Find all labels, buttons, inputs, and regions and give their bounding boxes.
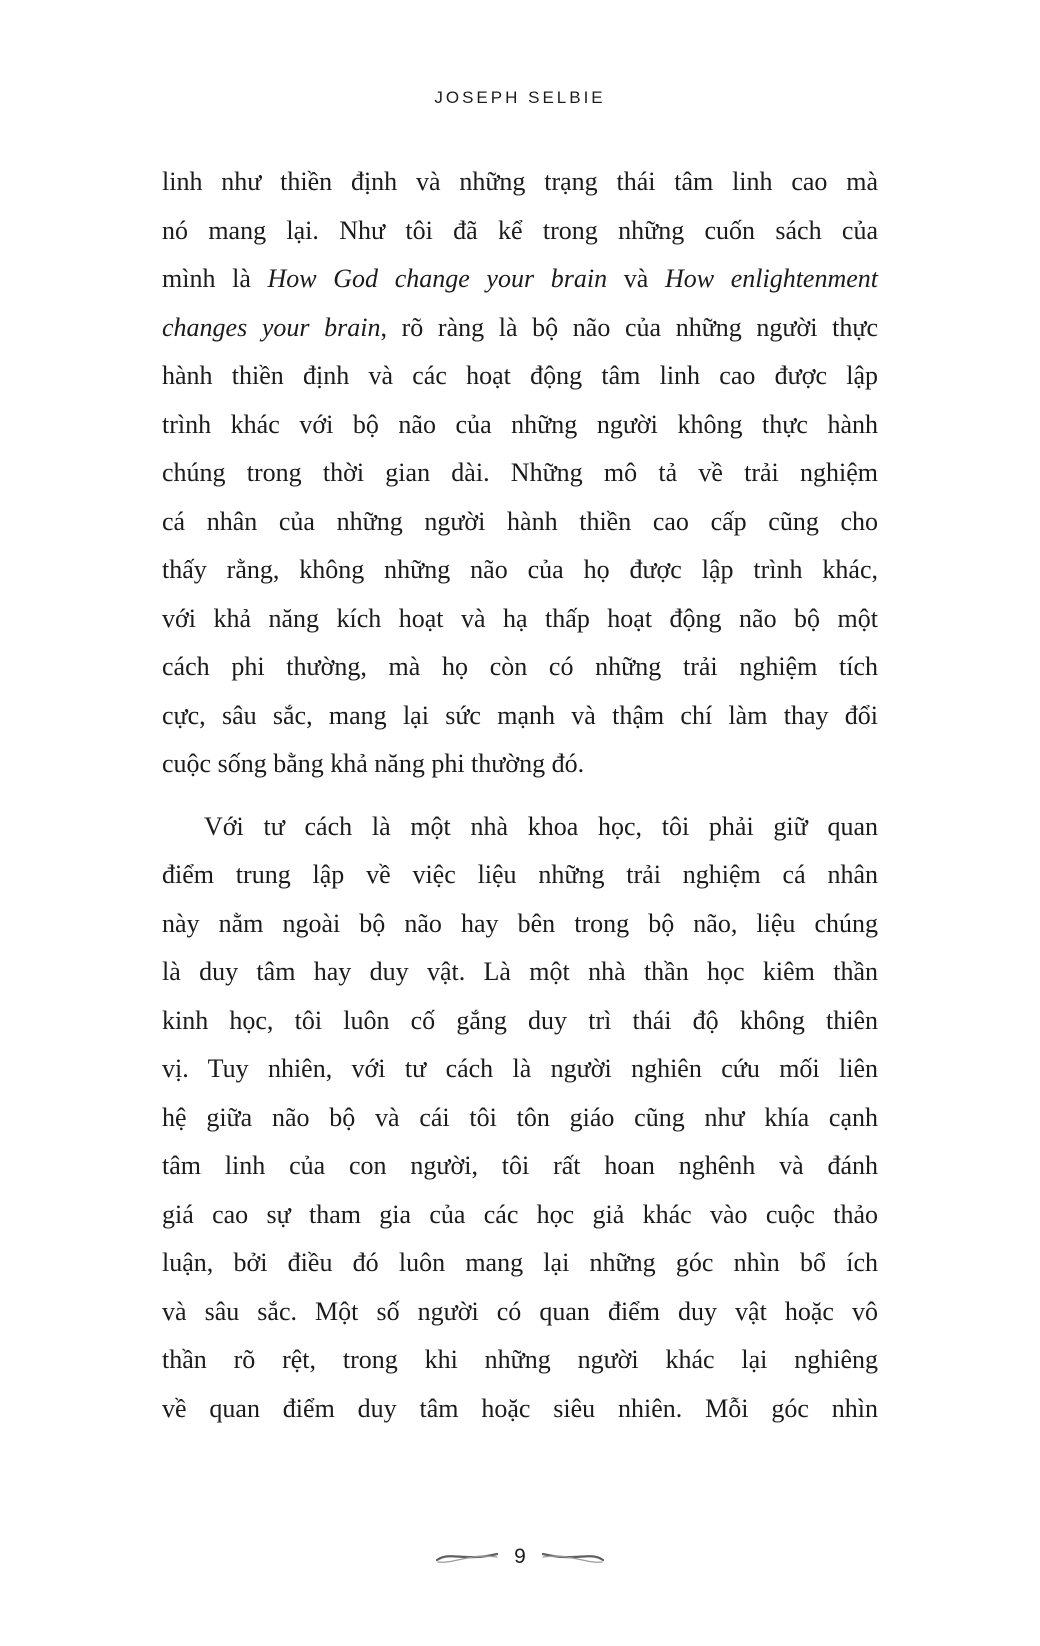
text-segment: , rõ ràng là bộ não của những người thực xyxy=(380,312,878,342)
text-line xyxy=(162,851,878,900)
text-segment: mình là xyxy=(162,264,268,293)
text-segment: về quan điểm duy tâm hoặc siêu nhiên. Mỗi góc nhìn xyxy=(162,1393,878,1423)
text-line xyxy=(162,158,878,207)
text-segment: điểm trung lập về việc liệu những trải nghiệm cá nhân xyxy=(162,860,878,889)
text-line xyxy=(162,1385,878,1434)
text-line xyxy=(162,900,878,949)
text-line xyxy=(162,498,878,547)
text-segment: trình khác với bộ não của những người không thực hành xyxy=(162,409,878,439)
paragraph xyxy=(162,803,878,1434)
text-line xyxy=(162,207,878,256)
text-segment: hệ giữa não bộ và cái tôi tôn giáo cũng như khía cạnh xyxy=(162,1102,878,1132)
text-line xyxy=(162,740,878,789)
text-line xyxy=(162,948,878,997)
text-line xyxy=(162,401,878,450)
wave-flourish-right-icon xyxy=(542,1549,604,1565)
text-segment: với khả năng kích hoạt và hạ thấp hoạt động não bộ một xyxy=(162,603,878,633)
text-line xyxy=(162,595,878,644)
paragraph xyxy=(162,158,878,789)
text-line xyxy=(162,304,878,353)
text-segment: kinh học, tôi luôn cố gắng duy trì thái độ không thiên xyxy=(162,1005,878,1035)
text-line xyxy=(162,643,878,692)
text-segment: tâm linh của con người, tôi rất hoan nghênh và đánh xyxy=(162,1151,878,1180)
text-segment: cuộc sống bằng khả năng phi thường đó. xyxy=(162,749,585,778)
text-line xyxy=(162,997,878,1046)
text-line xyxy=(162,1045,878,1094)
text-segment: nó mang lại. Như tôi đã kể trong những cuốn sách của xyxy=(162,215,878,245)
text-line xyxy=(162,449,878,498)
text-line xyxy=(162,1288,878,1337)
text-segment: cá nhân của những người hành thiền cao cấp cũng cho xyxy=(162,506,878,536)
text-segment: này nằm ngoài bộ não hay bên trong bộ não, liệu chúng xyxy=(162,908,878,938)
text-segment: cách phi thường, mà họ còn có những trải nghiệm tích xyxy=(162,652,878,681)
text-segment: thấy rằng, không những não của họ được lập trình khác, xyxy=(162,555,878,584)
text-segment: hành thiền định và các hoạt động tâm linh cao được lập xyxy=(162,361,878,390)
book-title-italic: How enlightenment xyxy=(664,264,878,293)
page-footer xyxy=(0,1545,1040,1569)
text-segment: Với tư cách là một nhà khoa học, tôi phải giữ quan xyxy=(204,811,878,841)
page-number: 9 xyxy=(514,1545,526,1568)
text-segment: giá cao sự tham gia của các học giả khác vào cuộc thảo xyxy=(162,1199,878,1229)
text-segment: là duy tâm hay duy vật. Là một nhà thần học kiêm thần xyxy=(162,957,878,986)
text-segment: cực, sâu sắc, mang lại sức mạnh và thậm chí làm thay đổi xyxy=(162,700,878,730)
text-line xyxy=(162,803,878,852)
book-title-italic: How God change your brain xyxy=(267,264,608,293)
text-segment: linh như thiền định và những trạng thái tâm linh cao mà xyxy=(162,167,878,196)
text-segment: và sâu sắc. Một số người có quan điểm duy vật hoặc vô xyxy=(162,1296,878,1326)
text-line xyxy=(162,1142,878,1191)
text-segment: chúng trong thời gian dài. Những mô tả về trải nghiệm xyxy=(162,458,878,487)
book-title-italic: changes your brain xyxy=(162,312,381,342)
text-segment: vị. Tuy nhiên, với tư cách là người nghiên cứu mối liên xyxy=(162,1054,878,1083)
text-line xyxy=(162,1094,878,1143)
text-line xyxy=(162,1239,878,1288)
text-segment: thần rõ rệt, trong khi những người khác lại nghiêng xyxy=(162,1345,878,1374)
text-line xyxy=(162,546,878,595)
running-head-author: JOSEPH SELBIE xyxy=(434,88,606,107)
text-segment: luận, bởi điều đó luôn mang lại những góc nhìn bổ ích xyxy=(162,1248,878,1277)
wave-flourish-left-icon xyxy=(436,1549,498,1565)
text-line xyxy=(162,1336,878,1385)
text-line xyxy=(162,352,878,401)
text-line xyxy=(162,692,878,741)
text-line xyxy=(162,1191,878,1240)
body-text xyxy=(162,158,878,1433)
text-segment: và xyxy=(607,264,665,293)
text-line xyxy=(162,255,878,304)
